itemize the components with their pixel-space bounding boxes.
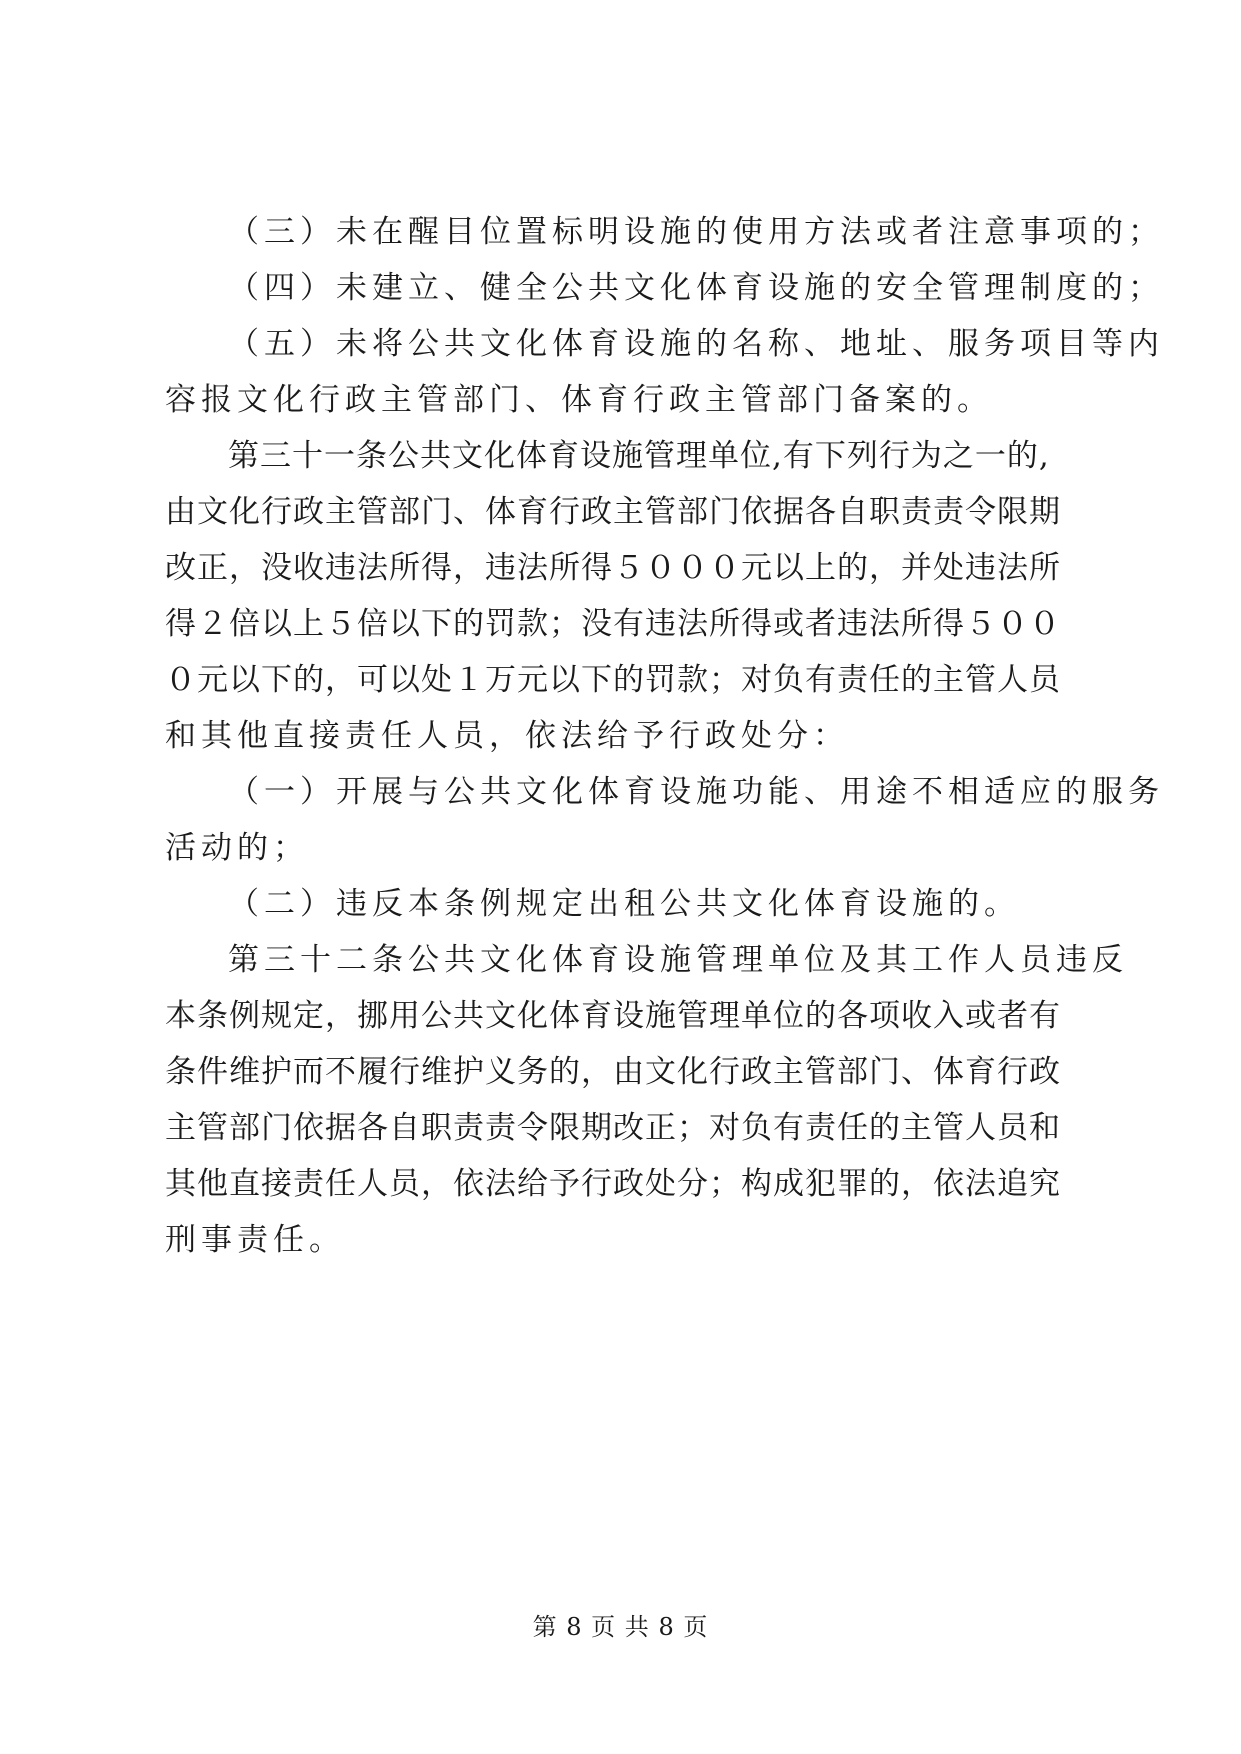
text-line: 刑事责任。	[165, 1222, 345, 1258]
text-line: 改正，没收违法所得，违法所得５０００元以上的，并处违法所	[165, 550, 1061, 586]
text-line: 和其他直接责任人员，依法给予行政处分：	[165, 718, 849, 754]
text-line: （二）违反本条例规定出租公共文化体育设施的。	[228, 886, 1020, 922]
page-number-footer: 第 8 页 共 8 页	[532, 1613, 709, 1641]
text-line: 容报文化行政主管部门、体育行政主管部门备案的。	[165, 382, 993, 418]
text-line: 得２倍以上５倍以下的罚款；没有违法所得或者违法所得５００	[165, 606, 1061, 642]
text-line: 其他直接责任人员，依法给予行政处分；构成犯罪的，依法追究	[165, 1166, 1061, 1202]
text-line: 条件维护而不履行维护义务的，由文化行政主管部门、体育行政	[165, 1054, 1061, 1090]
text-line: 主管部门依据各自职责责令限期改正；对负有责任的主管人员和	[165, 1110, 1061, 1146]
text-line: 活动的；	[165, 830, 309, 866]
text-line: （三）未在醒目位置标明设施的使用方法或者注意事项的；	[228, 214, 1164, 250]
text-line: ０元以下的，可以处１万元以下的罚款；对负有责任的主管人员	[165, 662, 1061, 698]
text-line: 第三十二条公共文化体育设施管理单位及其工作人员违反	[228, 942, 1128, 978]
text-line: （五）未将公共文化体育设施的名称、地址、服务项目等内	[228, 326, 1164, 362]
text-line: 第三十一条公共文化体育设施管理单位,有下列行为之一的,	[228, 438, 1050, 474]
text-line: （一）开展与公共文化体育设施功能、用途不相适应的服务	[228, 774, 1164, 810]
text-line: 由文化行政主管部门、体育行政主管部门依据各自职责责令限期	[165, 494, 1061, 530]
text-line: （四）未建立、健全公共文化体育设施的安全管理制度的；	[228, 270, 1164, 306]
text-line: 本条例规定，挪用公共文化体育设施管理单位的各项收入或者有	[165, 998, 1061, 1034]
